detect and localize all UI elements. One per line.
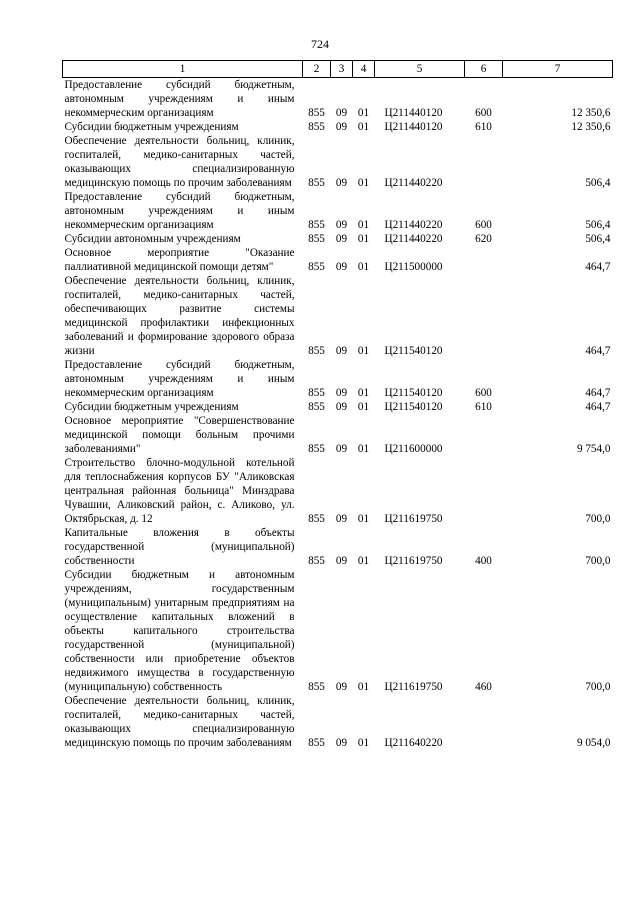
row-name: Субсидии автономным учреждениям — [64, 233, 241, 245]
row-subsection-code: 01 — [357, 401, 370, 413]
row-amount: 9 054,0 — [576, 737, 611, 749]
row-amount: 700,0 — [585, 681, 611, 693]
column-header: 2 — [303, 61, 331, 78]
row-target-code: Ц211440220 — [384, 233, 443, 245]
row-name: Обеспечение деятельности больниц, клиник, госпиталей, медико-санитарных частей, оказывающих специализированную медицинскую помощь по прочим заболеваниям — [64, 135, 295, 189]
row-ministry-code: 855 — [308, 443, 325, 455]
row-amount: 12 350,6 — [571, 107, 611, 119]
row-name: Предоставление субсидий бюджетным, автономным учреждениям и иным некоммерческим организациям — [64, 79, 295, 119]
table-row — [63, 414, 613, 456]
row-section-code: 09 — [335, 107, 348, 119]
table-row — [63, 134, 613, 190]
row-name: Субсидии бюджетным учреждениям — [64, 401, 239, 413]
row-section-code: 09 — [335, 401, 348, 413]
row-section-code: 09 — [335, 555, 348, 567]
table-row — [63, 694, 613, 750]
table-row — [63, 456, 613, 526]
row-section-code: 09 — [335, 219, 348, 231]
row-subsection-code: 01 — [357, 107, 370, 119]
row-section-code: 09 — [335, 681, 348, 693]
row-amount: 700,0 — [585, 513, 611, 525]
row-section-code: 09 — [335, 737, 348, 749]
column-header: 1 — [63, 61, 303, 78]
row-target-code: Ц211440120 — [384, 107, 443, 119]
row-expense-type: 610 — [475, 401, 492, 413]
row-section-code: 09 — [335, 345, 348, 357]
row-ministry-code: 855 — [308, 513, 325, 525]
row-amount: 464,7 — [585, 345, 611, 357]
row-name: Капитальные вложения в объекты государственной (муниципальной) собственности — [64, 527, 295, 567]
row-ministry-code: 855 — [308, 681, 325, 693]
budget-table — [62, 60, 613, 750]
table-row — [63, 526, 613, 568]
table-row — [63, 246, 613, 274]
row-name: Основное мероприятие "Совершенствование медицинской помощи больным прочими заболеваниями" — [64, 415, 295, 455]
row-target-code: Ц211440220 — [384, 219, 443, 231]
table-row — [63, 274, 613, 358]
row-target-code: Ц211619750 — [384, 681, 443, 693]
row-amount: 506,4 — [585, 219, 611, 231]
table-header-row — [63, 61, 613, 78]
table-row — [63, 358, 613, 400]
row-subsection-code: 01 — [357, 387, 370, 399]
row-ministry-code: 855 — [308, 737, 325, 749]
row-section-code: 09 — [335, 233, 348, 245]
row-expense-type: 600 — [475, 219, 492, 231]
row-target-code: Ц211540120 — [384, 401, 443, 413]
table-row — [63, 568, 613, 694]
row-target-code: Ц211540120 — [384, 387, 443, 399]
row-amount: 700,0 — [585, 555, 611, 567]
table-body — [63, 78, 613, 751]
row-expense-type — [465, 134, 503, 190]
row-section-code: 09 — [335, 513, 348, 525]
row-name: Обеспечение деятельности больниц, клиник, госпиталей, медико-санитарных частей, обеспечивающих развитие системы медицинской профилактики инфекционных заболеваний и формирование здорового образа жизни — [64, 275, 295, 357]
row-expense-type — [465, 456, 503, 526]
row-expense-type: 610 — [475, 121, 492, 133]
row-ministry-code: 855 — [308, 233, 325, 245]
row-subsection-code: 01 — [357, 555, 370, 567]
row-name: Субсидии бюджетным учреждениям — [64, 121, 239, 133]
row-subsection-code: 01 — [357, 233, 370, 245]
row-section-code: 09 — [335, 121, 348, 133]
table-row — [63, 190, 613, 232]
column-header: 3 — [331, 61, 353, 78]
row-target-code: Ц211640220 — [384, 737, 443, 749]
row-expense-type — [465, 694, 503, 750]
row-amount: 506,4 — [585, 177, 611, 189]
row-target-code: Ц211440220 — [384, 177, 443, 189]
row-section-code: 09 — [335, 443, 348, 455]
row-amount: 506,4 — [585, 233, 611, 245]
row-ministry-code: 855 — [308, 121, 325, 133]
row-amount: 464,7 — [585, 387, 611, 399]
row-expense-type — [465, 274, 503, 358]
row-section-code: 09 — [335, 261, 348, 273]
column-header: 6 — [465, 61, 503, 78]
row-expense-type: 600 — [475, 107, 492, 119]
row-subsection-code: 01 — [357, 737, 370, 749]
row-name: Предоставление субсидий бюджетным, автономным учреждениям и иным некоммерческим организациям — [64, 191, 295, 231]
row-expense-type: 620 — [475, 233, 492, 245]
row-amount: 9 754,0 — [576, 443, 611, 455]
row-expense-type — [465, 414, 503, 456]
row-subsection-code: 01 — [357, 219, 370, 231]
column-header: 4 — [353, 61, 375, 78]
row-name: Строительство блочно-модульной котельной для теплоснабжения корпусов БУ "Аликовская центральная районная больница" Минздрава Чувашии, Аликовский район, с. Аликово, ул. Октябрьская, д. 12 — [64, 457, 295, 525]
row-target-code: Ц211619750 — [384, 555, 443, 567]
row-subsection-code: 01 — [357, 177, 370, 189]
column-header: 5 — [375, 61, 465, 78]
row-name: Предоставление субсидий бюджетным, автономным учреждениям и иным некоммерческим организациям — [64, 359, 295, 399]
row-ministry-code: 855 — [308, 345, 325, 357]
row-expense-type — [465, 246, 503, 274]
row-expense-type: 600 — [475, 387, 492, 399]
row-amount: 464,7 — [585, 261, 611, 273]
table-row — [63, 78, 613, 121]
row-target-code: Ц211500000 — [384, 261, 443, 273]
table-row — [63, 120, 613, 134]
row-expense-type: 400 — [475, 555, 492, 567]
row-target-code: Ц211600000 — [384, 443, 443, 455]
row-expense-type: 460 — [475, 681, 492, 693]
row-subsection-code: 01 — [357, 121, 370, 133]
row-ministry-code: 855 — [308, 177, 325, 189]
row-ministry-code: 855 — [308, 401, 325, 413]
row-target-code: Ц211619750 — [384, 513, 443, 525]
row-subsection-code: 01 — [357, 261, 370, 273]
row-subsection-code: 01 — [357, 681, 370, 693]
row-amount: 12 350,6 — [571, 121, 611, 133]
row-subsection-code: 01 — [357, 345, 370, 357]
row-name: Субсидии бюджетным и автономным учреждениям, государственным (муниципальным) унитарным предприятиям на осуществление капитальных вложений в объекты капитального строительства государственной (муниципальной) собственности или приобретение объектов недвижимого имущества в государственную (муниципальную) собственность — [64, 569, 295, 693]
row-target-code: Ц211440120 — [384, 121, 443, 133]
column-header: 7 — [503, 61, 613, 78]
row-name: Основное мероприятие "Оказание паллиативной медицинской помощи детям" — [64, 247, 295, 273]
row-section-code: 09 — [335, 177, 348, 189]
row-ministry-code: 855 — [308, 261, 325, 273]
row-name: Обеспечение деятельности больниц, клиник, госпиталей, медико-санитарных частей, оказывающих специализированную медицинскую помощь по прочим заболеваниям — [64, 695, 295, 749]
page-number: 724 — [311, 37, 329, 51]
row-ministry-code: 855 — [308, 555, 325, 567]
row-ministry-code: 855 — [308, 219, 325, 231]
row-subsection-code: 01 — [357, 513, 370, 525]
row-section-code: 09 — [335, 387, 348, 399]
table-row — [63, 232, 613, 246]
row-amount: 464,7 — [585, 401, 611, 413]
row-target-code: Ц211540120 — [384, 345, 443, 357]
row-ministry-code: 855 — [308, 387, 325, 399]
row-ministry-code: 855 — [308, 107, 325, 119]
table-row — [63, 400, 613, 414]
row-subsection-code: 01 — [357, 443, 370, 455]
